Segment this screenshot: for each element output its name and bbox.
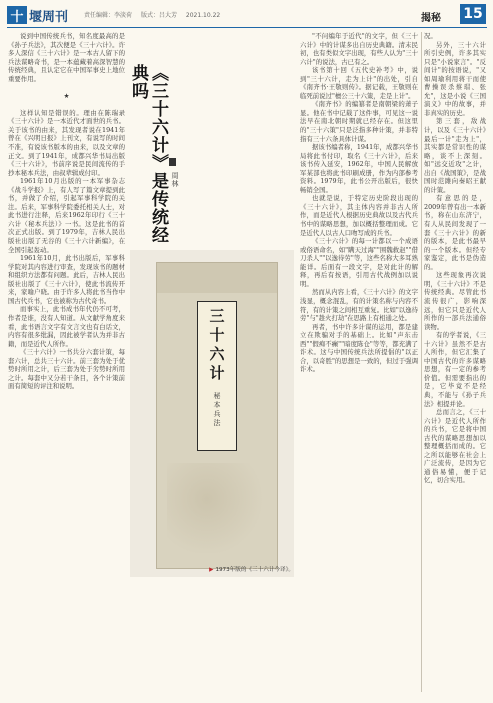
article-column-3	[424, 32, 486, 485]
issue-date: 2021.10.22	[185, 12, 221, 19]
paragraph: 该书第十回《五代史补考》中，说到"三十六计，走为上计"的出处，引自《南齐书·王敬则传》。据记载，王敬则在临死前说过"檀公三十六策，走是上计"。	[300, 66, 418, 100]
paragraph: 说到中国传统兵书，知名度最高的是《孙子兵法》，其次便是《三十六计》。许多人深信《三十六计》是一本古人留下的兵法谋略奇书，是一本蕴藏着高深智慧的传统经典，且认定它在中国军事史上地位重要作用。	[8, 32, 125, 83]
book-label-title: 三十六计	[207, 308, 226, 384]
paragraph: 《三十六计》一书共分六套计策，每套六计，总共三十六计。前三套为处于优势时所用之计，后三套为处于劣势时所用之计。每套中又分若干条目，各个计策前面有简短的评注和说明。	[8, 348, 125, 391]
book-photo	[130, 250, 294, 577]
paragraph: 总而言之，《三十六计》是近代人所作的兵书，它是将中国古代的谋略思想加以整理概括而成的。它之所以能够在社会上广泛流传，是因为它通俗易懂，便于记忆，切合实用。	[424, 408, 486, 485]
paragraph: 《三十六计》的每一计都以一个成语或俗语命名，如"瞒天过海""围魏救赵""借刀杀人""以逸待劳"等，这些名称大多耳熟能详。后面有一段文字，是对此计的解释，再后有按语，引用古代战例加以说明。	[300, 237, 418, 288]
book-cover	[156, 262, 278, 569]
book-label	[197, 301, 237, 451]
book-label-subtitle: 秘本兵法	[213, 392, 221, 428]
designer-name: 版式：吕大芳	[140, 12, 177, 19]
author-mark	[169, 158, 176, 166]
logo-text: 堰周刊	[29, 9, 69, 25]
paragraph: 也就是说，于特定历史阶段出现的《三十六计》，其主体内容并非古人所作，而是近代人根据历史典故以及古代兵书中的谋略思想，加以概括整理而成。它是近代人以古人口吻写成的兵书。	[300, 194, 418, 237]
paragraph: 而事实上，此书成书年代仍不可考，作者是谁，没有人知道。从文献学角度来看，此书语言文字有文言文也有白话文，内容有很多纰漏，因此被学者认为并非古籍，而是近代人所作。	[8, 305, 125, 348]
caption-arrow-icon: ▶	[209, 567, 214, 573]
paragraph: 再者，书中许多计谋的运用，都是建立在欺骗对手的基础上。比如"声东击西""假痴不癫""暗度陈仓"等等，都充满了诈术。这与中国传统兵法所提倡的"以正合，以奇胜"的思想是一致的，但过于强调诈术。	[300, 322, 418, 374]
paragraph: 1961年10月，此书出版后，军事科学院对其内容进行审查，发现该书的题材和组织方法都有问题。此后，吉林人民出版社出版了《三十六计》，使此书流传开来，家喻户晓。由于许多人将此书当作中国古代兵书，它也被称为古代奇书。	[8, 254, 125, 305]
paragraph: 另外，三十六计所引史例，许多其实只是"小说家言"。"反间计"的按语说，"又如周瑜利用蒋干而使曹操误杀蔡瑁、张允"，这是小说《三国演义》中的故事，并非真实的历史。	[424, 40, 486, 117]
page-header	[0, 0, 493, 28]
paragraph: 然而从内容上看，《三十六计》的文字浅显，概念混乱，有的计策名称与内容不符，有的计策之间相互重复。比如"以逸待劳"与"趁火打劫"在思路上有相通之处。	[300, 288, 418, 323]
section-name: 揭秘	[421, 13, 441, 24]
paragraph: 1961年10月出版的一本军事杂志《战斗学报》上，有人写了篇文章提到此书，并做了介绍，引起军事科学院的关注。后来，军事科学院委托相关人士，对此书进行注释，后来1962年印行《三十六计（秘本兵法）》一书。这是此书的首次正式出版。到了1979年，吉林人民出版社出版了无谷的《三十六计新编》，在全国引起轰动。	[8, 177, 125, 254]
header-rule	[7, 27, 487, 28]
section-divider-star: ★	[63, 91, 70, 100]
paragraph: 有意思的是，2009年曾有出一本新书，称在山东济宁，有人从民间发现了一套《三十六计》的新的版本，是此书最早的一个版本。但经专家鉴定，此书是伪造的。	[424, 194, 486, 271]
photo-caption	[130, 565, 294, 573]
paragraph: 有的学者说，《三十六计》虽然不是古人所作，但它汇集了中国古代的许多谋略思想，有一定的参考价值。但需要指出的是，它毕竟不是经典，不能与《孙子兵法》相提并论。	[424, 331, 486, 408]
book-top-band	[157, 263, 277, 293]
logo-char-box: 十	[7, 6, 27, 24]
paragraph: "不问编年于近代"的文字，但《三十六计》中的计谋多出自历史典籍。清末民初，也有类似文字出现，有些人认为"三十六计"的说法，古已有之。	[300, 32, 418, 66]
book-wear-texture	[167, 463, 267, 553]
article-column-1	[8, 32, 125, 391]
paragraph: 《南齐书》的编纂者是南朝梁的萧子显。他在书中记载了这件事，可见这一说法早在南北朝时期就已经存在。但这里的"三十六策"只是泛指多种计策，并非特指有三十六条具体计谋。	[300, 100, 418, 143]
editor-info	[84, 10, 227, 19]
paragraph: 据该书编者称，1941年，成都兴华书局将此书付印，取名《三十六计》，后来该书传入延安，1962年，中国人民解放军某部也将此书印刷成册，作为内部参考资料。1979年，此书公开出版后，很快畅销全国。	[300, 143, 418, 194]
paragraph: 这些现象再次说明，《三十六计》不是传统经典。尽管此书流传很广，影响深远，但它只是近代人所作的一部兵法通俗读物。	[424, 271, 486, 331]
caption-text: 1973年版的《三十六计今译》。	[215, 567, 294, 573]
newspaper-logo	[7, 5, 68, 25]
article-author: 周林	[171, 172, 179, 188]
page-number: 15	[460, 4, 486, 24]
paragraph: 这样认知是错误的。理由在陈瑞录《三十六计》是一本近代才面世的兵书。关于该书的由来，其发现者说在1941年曾在《兴明日报》上刊文，有说写的时间不准，有说该书版本的由来，以及文章的正文。到了1941年，成都兴华书局出版《三十六计》，书前序说是民间流传的手抄本秘本兵法，由叔辈辑成付印。	[8, 108, 125, 177]
editor-name: 责任编辑：李淡荷	[84, 12, 133, 19]
paragraph: 第三套，敌战计，以及《三十六计》最后一计"走为上"，其实都是常识性的谋略，谈不上深刻。如"远交近攻"之计，出自《战国策》，是战国时范雎向秦昭王献的计策。	[424, 117, 486, 194]
paragraph: 况。	[424, 32, 437, 40]
column-divider	[421, 32, 422, 692]
article-column-2	[300, 32, 418, 374]
article-title: 《三十六计》是传统经典吗	[128, 64, 168, 244]
